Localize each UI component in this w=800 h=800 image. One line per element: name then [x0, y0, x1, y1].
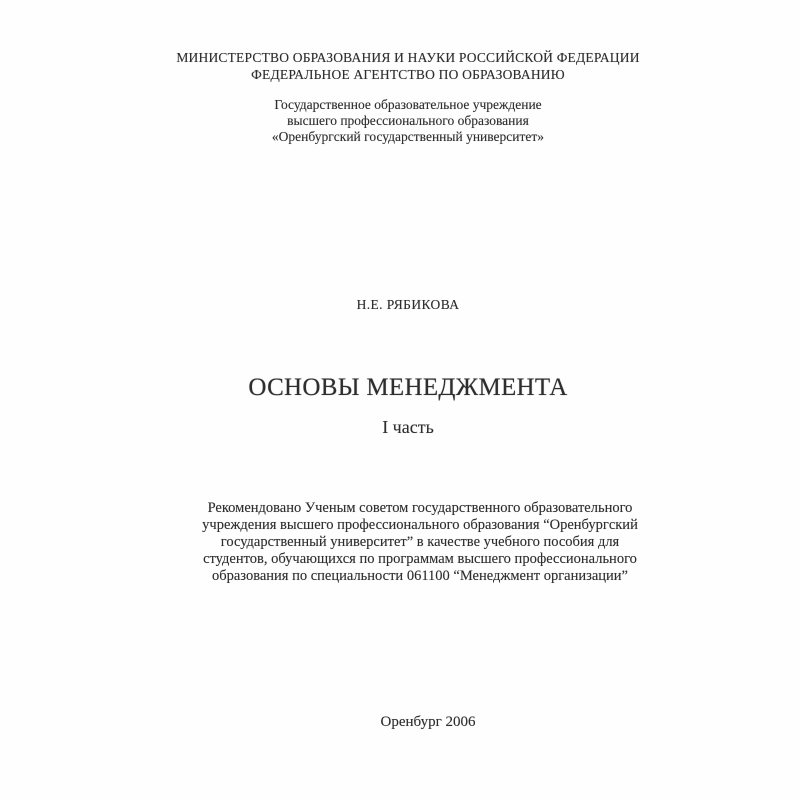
book-title: ОСНОВЫ МЕНЕДЖМЕНТА — [248, 374, 568, 401]
recommendation-paragraph — [20, 500, 800, 585]
ministry-line: МИНИСТЕРСТВО ОБРАЗОВАНИЯ И НАУКИ РОССИЙСКОЙ ФЕДЕРАЦИИ — [176, 50, 640, 65]
institution-line: «Оренбургский государственный университет» — [271, 129, 545, 144]
recommendation-line: государственный университет” в качестве учебного пособия для — [220, 534, 620, 550]
recommendation-line: студентов, обучающихся по программам высшего профессионального — [203, 551, 637, 567]
part-subtitle: I часть — [382, 417, 434, 437]
ministry-header — [8, 49, 800, 83]
author-name: Н.Е. РЯБИКОВА — [356, 297, 460, 312]
institution-line: Государственное образовательное учреждение — [274, 97, 542, 112]
city-year: Оренбург 2006 — [380, 714, 476, 730]
recommendation-line: Рекомендовано Ученым советом государственного образовательного — [207, 500, 633, 516]
recommendation-line: учреждения высшего профессионального образования “Оренбургский — [202, 517, 638, 533]
recommendation-line: образования по специальности 061100 “Менеджмент организации” — [211, 568, 628, 584]
institution-line: высшего профессионального образования — [287, 113, 529, 128]
institution-header — [8, 97, 800, 145]
ministry-line: ФЕДЕРАЛЬНОЕ АГЕНТСТВО ПО ОБРАЗОВАНИЮ — [251, 67, 565, 82]
